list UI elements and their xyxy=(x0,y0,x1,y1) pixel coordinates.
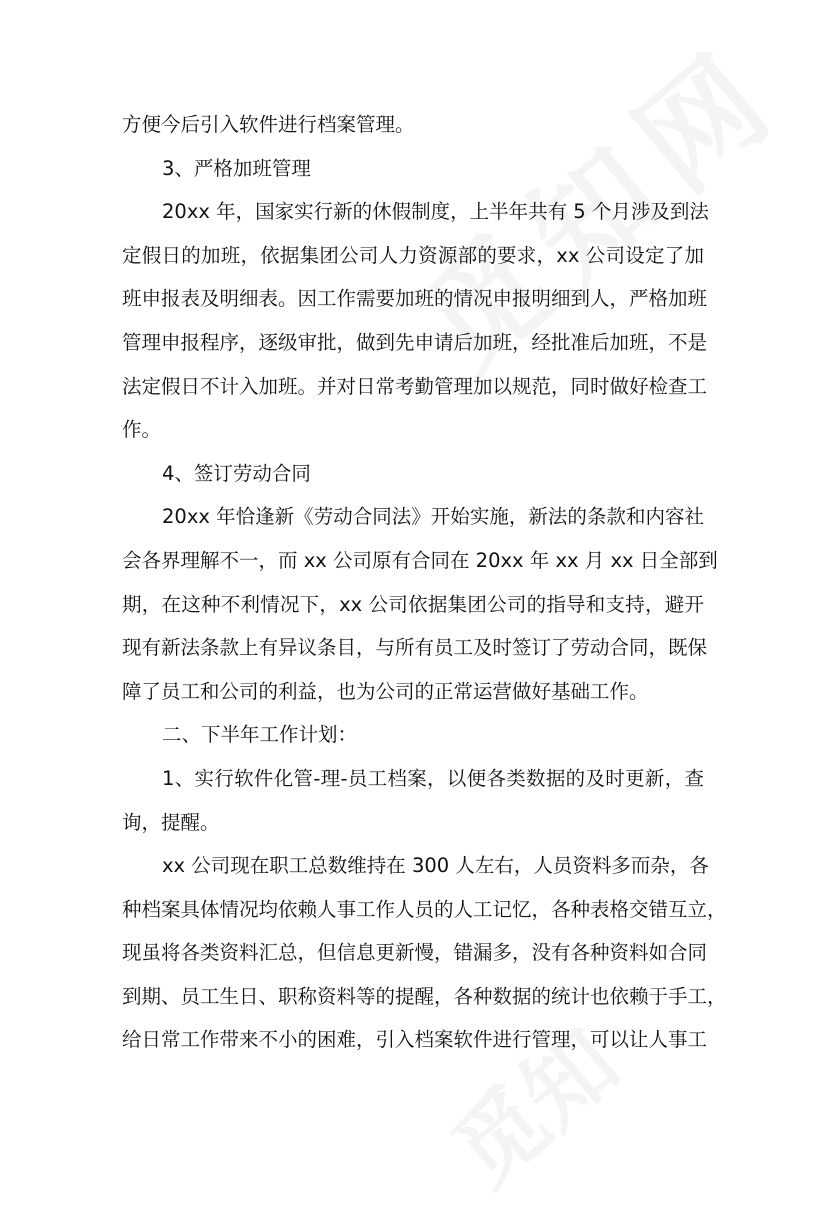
text-line: 管理申报程序，逐级审批，做到先申请后加班，经批准后加班，不是 xyxy=(122,330,708,354)
text-line: 障了员工和公司的利益，也为公司的正常运营做好基础工作。 xyxy=(122,679,649,703)
text-line: 4、签订劳动合同 xyxy=(162,461,311,485)
text-line: 方便今后引入软件进行档案管理。 xyxy=(122,113,415,136)
document-page xyxy=(122,103,727,1062)
paragraph xyxy=(122,190,709,452)
text-line: 3、严格加班管理 xyxy=(162,156,311,180)
paragraph xyxy=(122,147,704,191)
text-line: 询，提醒。 xyxy=(122,810,220,834)
text-line: 现虽将各类资料汇总，但信息更新慢，错漏多，没有各种资料如合同 xyxy=(122,941,708,965)
text-line: 法定假日不计入加班。并对日常考勤管理加以规范，同时做好检查工 xyxy=(122,374,708,398)
paragraph xyxy=(122,495,718,713)
paragraph xyxy=(122,844,727,1062)
paragraph xyxy=(122,757,704,844)
text-line: 20xx 年，国家实行新的休假制度，上半年共有 5 个月涉及到法 xyxy=(162,200,709,224)
text-line: 二、下半年工作计划： xyxy=(162,723,358,747)
text-line: xx 公司现在职工总数维持在 300 人左右，人员资料多而杂，各 xyxy=(162,854,709,878)
text-line: 会各界理解不一，而 xx 公司原有合同在 20xx 年 xx 月 xx 日全部到 xyxy=(122,548,718,572)
text-line: 期，在这种不利情况下，xx 公司依据集团公司的指导和支持，避开 xyxy=(122,592,704,616)
paragraph xyxy=(122,713,704,757)
text-line: 班申报表及明细表。因工作需要加班的情况申报明细到人，严格加班 xyxy=(122,287,708,311)
text-line: 现有新法条款上有异议条目，与所有员工及时签订了劳动合同，既保 xyxy=(122,636,708,660)
paragraph xyxy=(122,103,704,147)
text-line: 到期、员工生日、职称资料等的提醒，各种数据的统计也依赖于手工， xyxy=(122,984,727,1008)
paragraph xyxy=(122,452,704,496)
text-line: 给日常工作带来不小的困难，引入档案软件进行管理，可以让人事工 xyxy=(122,1028,708,1052)
text-line: 1、实行软件化管-理-员工档案，以便各类数据的及时更新，查 xyxy=(162,766,704,790)
text-line: 定假日的加班，依据集团公司人力资源部的要求，xx 公司设定了加 xyxy=(122,243,704,267)
text-line: 作。 xyxy=(122,418,162,442)
text-line: 20xx 年恰逢新《劳动合同法》开始实施，新法的条款和内容社 xyxy=(162,505,704,529)
text-line: 种档案具体情况均依赖人事工作人员的人工记忆，各种表格交错互立， xyxy=(122,897,727,921)
